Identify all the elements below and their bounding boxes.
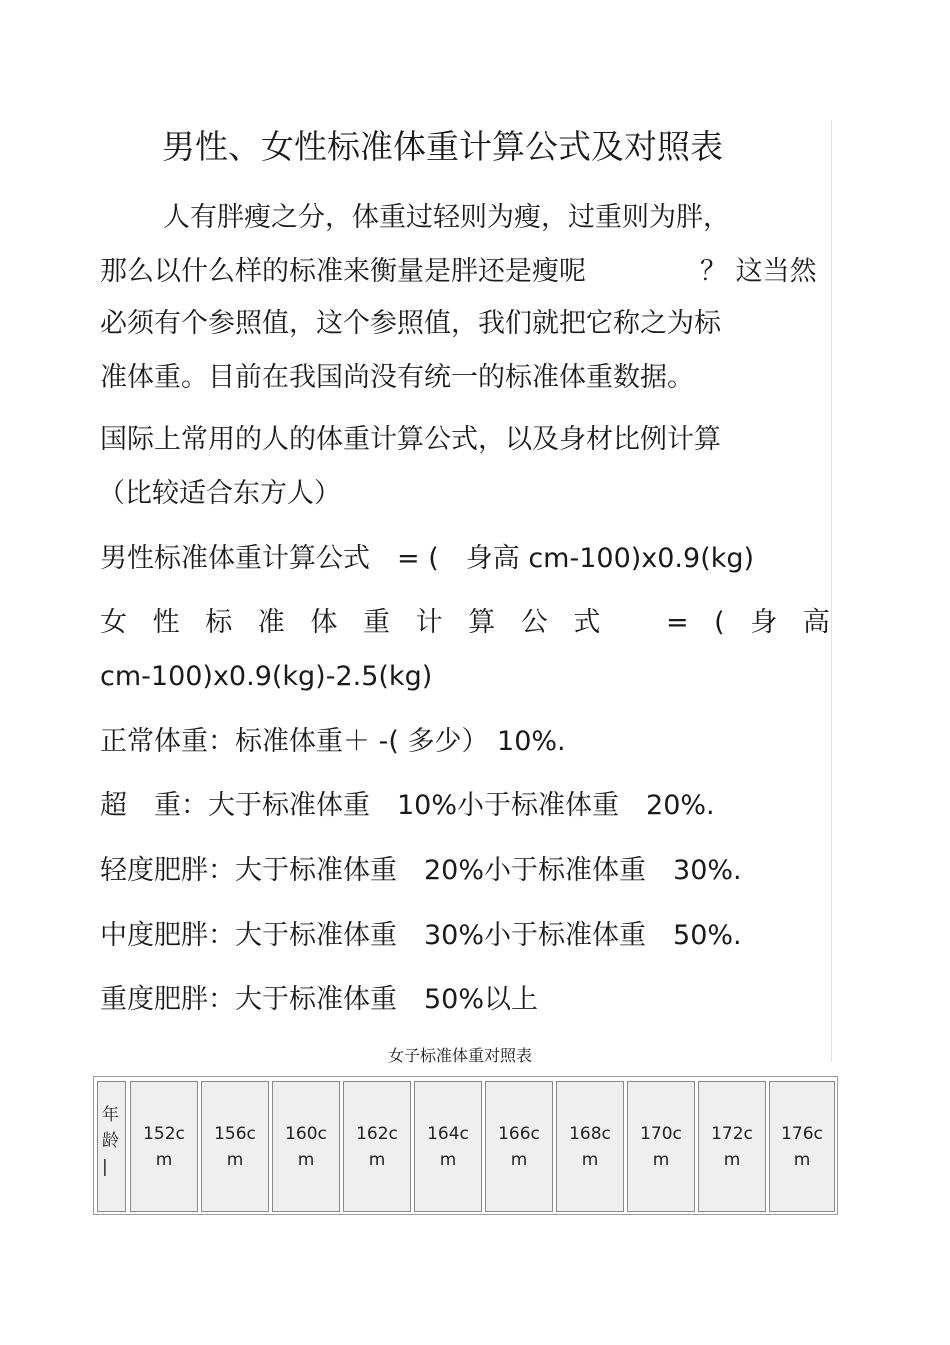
- female-formula-char: 女: [100, 607, 127, 638]
- header-text: m: [439, 1149, 457, 1170]
- header-text: 172c: [711, 1123, 753, 1144]
- header-text: m: [581, 1149, 599, 1170]
- intl-line-2: （比较适合东方人）: [98, 478, 341, 509]
- female-formula-char: 体: [310, 607, 338, 638]
- female-formula-char: 算: [468, 607, 496, 638]
- corner-text: 龄: [102, 1131, 119, 1151]
- header-text: 160c: [285, 1123, 327, 1144]
- female-formula-char: 式: [573, 607, 601, 638]
- header-text: 168c: [569, 1123, 611, 1144]
- header-text: 166c: [498, 1123, 540, 1144]
- intro-line-4: 准体重。目前在我国尚没有统一的标准体重数据。: [100, 362, 694, 393]
- category-overweight: 超 重：大于标准体重 10%小于标准体重 20%.: [100, 790, 715, 821]
- table-header-cell: [272, 1081, 340, 1212]
- female-formula-char: 高: [802, 607, 830, 638]
- table-header-cell: [201, 1081, 269, 1212]
- header-text: m: [652, 1149, 670, 1170]
- header-text: m: [510, 1149, 528, 1170]
- page-divider-line: [831, 120, 832, 1062]
- female-formula-char: 性: [152, 607, 180, 638]
- header-text: 176c: [781, 1123, 823, 1144]
- female-formula-char: 重: [362, 607, 390, 638]
- table-header-cell: [698, 1081, 766, 1212]
- table-header-cell: [130, 1081, 198, 1212]
- header-text: 162c: [356, 1123, 398, 1144]
- category-mild-obesity: 轻度肥胖：大于标准体重 20%小于标准体重 30%.: [100, 855, 742, 886]
- weight-table: [93, 1076, 838, 1215]
- intro-line-3: 必须有个参照值，这个参照值，我们就把它称之为标: [100, 308, 721, 339]
- header-text: m: [155, 1149, 173, 1170]
- corner-text: |: [102, 1157, 108, 1177]
- corner-text: 年: [102, 1105, 119, 1125]
- header-text: m: [368, 1149, 386, 1170]
- header-text: m: [297, 1149, 315, 1170]
- intro-line-1: 人有胖瘦之分，体重过轻则为瘦，过重则为胖，: [163, 202, 730, 233]
- female-formula-char: 标: [205, 607, 233, 638]
- header-text: 156c: [214, 1123, 256, 1144]
- category-severe-obesity: 重度肥胖：大于标准体重 50%以上: [100, 984, 539, 1015]
- female-formula-char: =: [665, 607, 689, 638]
- female-formula-line-2: cm-100)x0.9(kg)-2.5(kg): [100, 661, 433, 692]
- female-formula-char: 计: [415, 607, 443, 638]
- female-formula-char: (: [714, 607, 725, 638]
- female-formula-char: 身: [750, 607, 778, 638]
- header-text: 170c: [640, 1123, 682, 1144]
- table-corner-cell: [97, 1081, 126, 1212]
- table-header-cell: [769, 1081, 835, 1212]
- intl-line-1: 国际上常用的人的体重计算公式，以及身材比例计算: [100, 424, 721, 455]
- header-text: 152c: [143, 1123, 185, 1144]
- female-formula-char: 公: [520, 607, 548, 638]
- table-header-cell: [485, 1081, 553, 1212]
- header-text: 164c: [427, 1123, 469, 1144]
- category-normal: 正常体重：标准体重＋ -( 多少） 10%.: [100, 726, 566, 757]
- table-header-cell: [343, 1081, 411, 1212]
- female-formula-char: 准: [257, 607, 285, 638]
- page-title: 男性、女性标准体重计算公式及对照表: [162, 127, 723, 166]
- table-header-cell: [556, 1081, 624, 1212]
- table-caption: 女子标准体重对照表: [387, 1046, 532, 1065]
- male-formula: 男性标准体重计算公式 = ( 身高 cm-100)x0.9(kg): [100, 543, 755, 574]
- female-formula-line-1: [100, 603, 830, 643]
- intro-line-2a: 那么以什么样的标准来衡量是胖还是瘦呢: [100, 256, 586, 287]
- table-header-cell: [627, 1081, 695, 1212]
- table-header-cell: [414, 1081, 482, 1212]
- header-text: m: [793, 1149, 811, 1170]
- header-text: m: [226, 1149, 244, 1170]
- intro-line-2b: ？ 这当然: [700, 256, 817, 287]
- category-moderate-obesity: 中度肥胖：大于标准体重 30%小于标准体重 50%.: [100, 920, 742, 951]
- header-text: m: [723, 1149, 741, 1170]
